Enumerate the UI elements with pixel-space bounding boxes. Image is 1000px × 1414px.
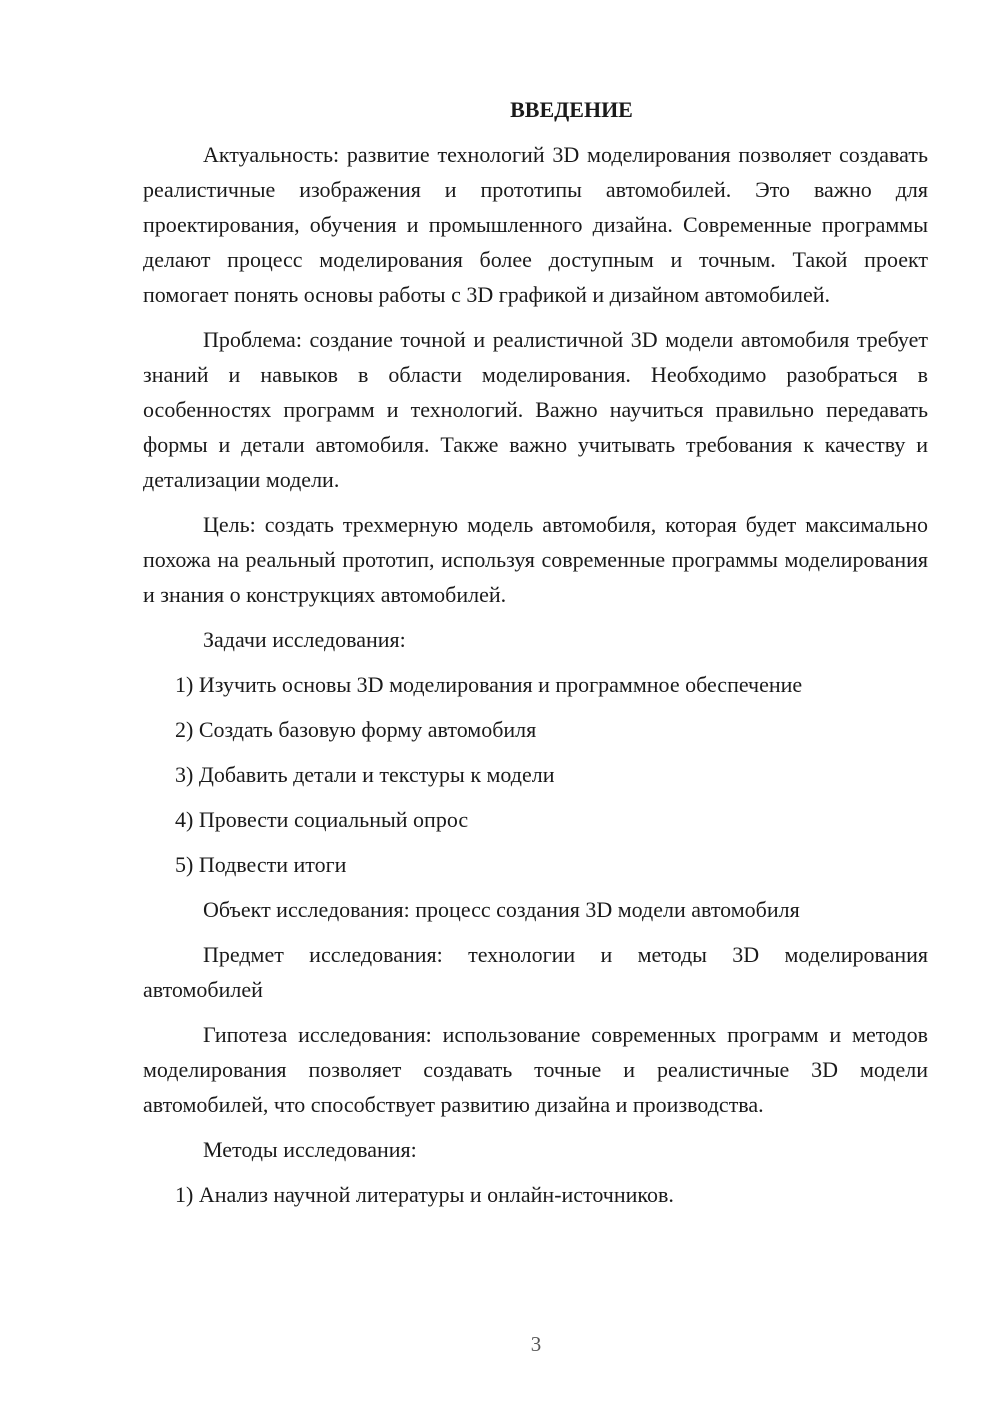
- list-item: 4) Провести социальный опрос: [175, 807, 469, 832]
- problem-paragraph: Проблема: создание точной и реалистичной 3D модели автомобиля требует знаний и навыков в области моделирования. Необходимо разобраться в особенностях программ и технологий. Важно научиться правильно передавать формы и детали автомобиля. Также важно учитывать требования к качеству и детализации модели.: [143, 327, 928, 492]
- hypothesis-paragraph: Гипотеза исследования: использование современных программ и методов моделирования позволяет создавать точные и реалистичные 3D модели автомобилей, что способствует развитию дизайна и производства.: [143, 1022, 928, 1117]
- page-number: 3: [530, 1332, 542, 1356]
- list-item: 3) Добавить детали и текстуры к модели: [175, 762, 555, 787]
- list-item: 1) Изучить основы 3D моделирования и программное обеспечение: [175, 672, 803, 697]
- object-paragraph: Объект исследования: процесс создания 3D модели автомобиля: [203, 897, 800, 922]
- methods-title: Методы исследования:: [203, 1137, 417, 1162]
- page-content: [143, 95, 928, 1222]
- relevance-paragraph: Актуальность: развитие технологий 3D моделирования позволяет создавать реалистичные изображения и прототипы автомобилей. Это важно для проектирования, обучения и промышленного дизайна. Современные программы делают процесс моделирования более доступным и точным. Такой проект помогает понять основы работы с 3D графикой и дизайном автомобилей.: [143, 142, 928, 307]
- methods-list: [143, 1177, 928, 1212]
- list-item: 2) Создать базовую форму автомобиля: [175, 717, 537, 742]
- subject-paragraph: Предмет исследования: технологии и методы 3D моделирования автомобилей: [143, 942, 928, 1002]
- page-title: ВВЕДЕНИЕ: [510, 97, 633, 122]
- tasks-list: [143, 667, 928, 882]
- list-item: 1) Анализ научной литературы и онлайн-источников.: [175, 1182, 674, 1207]
- tasks-title: Задачи исследования:: [203, 627, 406, 652]
- goal-paragraph: Цель: создать трехмерную модель автомобиля, которая будет максимально похожа на реальный прототип, используя современные программы моделирования и знания о конструкциях автомобилей.: [143, 512, 928, 607]
- list-item: 5) Подвести итоги: [175, 852, 347, 877]
